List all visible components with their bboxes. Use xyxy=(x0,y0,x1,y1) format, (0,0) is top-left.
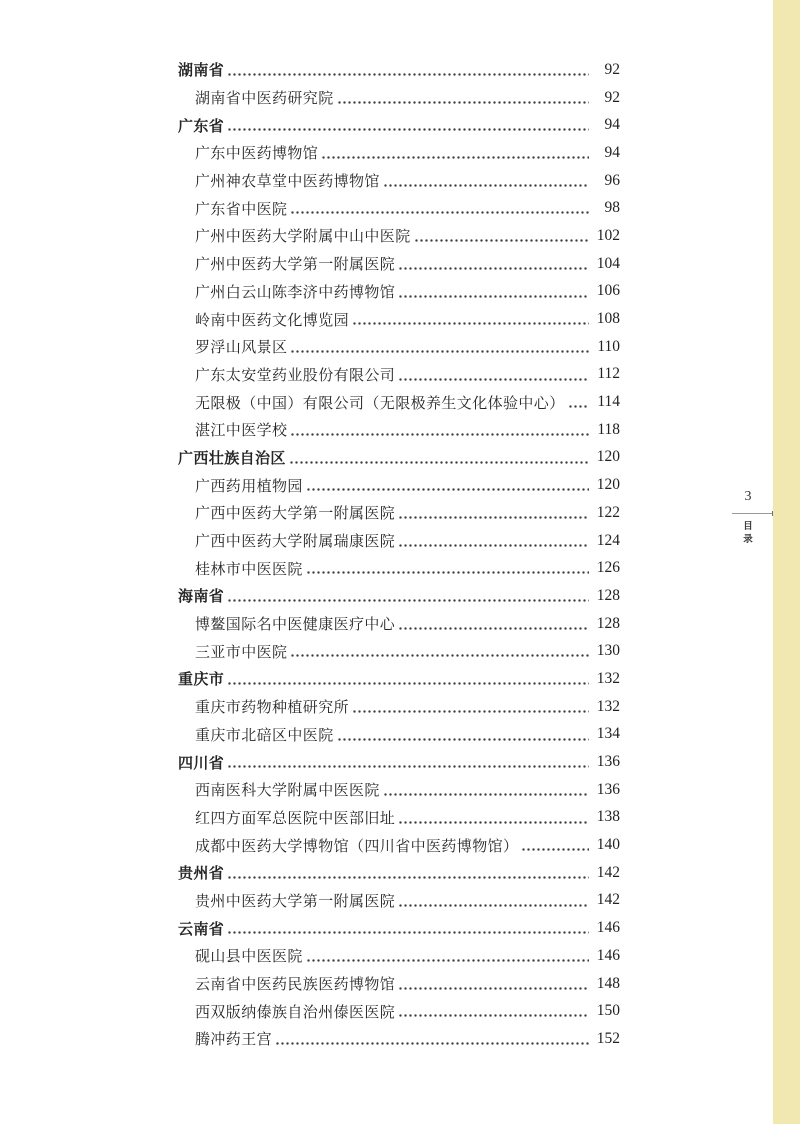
toc-entry-page-number: 108 xyxy=(596,310,620,328)
toc-entry-label: 成都中医药大学博物馆（四川省中医药博物馆） xyxy=(195,837,519,855)
toc-entry-row xyxy=(178,997,620,1025)
toc-entry-row xyxy=(178,139,620,167)
toc-entry-row xyxy=(178,942,620,970)
toc-entry-label: 湖南省中医药研究院 xyxy=(195,90,334,108)
toc-entry-label: 贵州中医药大学第一附属医院 xyxy=(195,892,396,910)
toc-entry-label: 云南省中医药民族医药博物馆 xyxy=(195,976,396,994)
toc-entry-page-number: 92 xyxy=(604,88,620,106)
toc-entry-page-number: 94 xyxy=(604,143,620,161)
dot-leader xyxy=(398,610,589,638)
toc-entry-row xyxy=(178,499,620,527)
toc-entry-row xyxy=(178,416,620,444)
toc-entry-page-number: 94 xyxy=(604,116,620,134)
toc-entry-label: 重庆市北碚区中医院 xyxy=(195,726,334,744)
toc-entry-page-number: 142 xyxy=(596,863,620,881)
dot-leader xyxy=(227,111,589,139)
toc-entry-row xyxy=(178,471,620,499)
toc-section-row xyxy=(178,914,620,942)
toc-entry-page-number: 110 xyxy=(597,337,620,355)
toc-entry-row xyxy=(178,1025,620,1053)
toc-entry-page-number: 138 xyxy=(596,808,620,826)
dot-leader xyxy=(306,554,589,582)
toc-entry-page-number: 132 xyxy=(596,669,620,687)
toc-entry-page-number: 150 xyxy=(596,1002,620,1020)
toc-entry-page-number: 98 xyxy=(604,199,620,217)
folio-title-char-2: 录 xyxy=(743,533,753,545)
toc-entry-page-number: 122 xyxy=(596,503,620,521)
toc-entry-row xyxy=(178,388,620,416)
toc-entry-page-number: 124 xyxy=(596,531,620,549)
toc-entry-row xyxy=(178,831,620,859)
dot-leader xyxy=(352,305,589,333)
toc-entry-label: 重庆市 xyxy=(178,671,225,689)
toc-entry-page-number: 148 xyxy=(596,974,620,992)
toc-entry-label: 桂林市中医医院 xyxy=(195,560,303,578)
toc-entry-page-number: 106 xyxy=(596,282,620,300)
toc-entry-row xyxy=(178,278,620,306)
toc-entry-page-number: 120 xyxy=(596,476,620,494)
toc-entry-page-number: 152 xyxy=(596,1029,620,1047)
toc-entry-label: 四川省 xyxy=(178,754,225,772)
toc-entry-label: 红四方面军总医院中医部旧址 xyxy=(195,809,396,827)
folio-divider-line xyxy=(732,513,774,514)
folio-page-number: 3 xyxy=(744,489,752,504)
toc-entry-label: 广州中医药大学第一附属医院 xyxy=(195,256,396,274)
dot-leader xyxy=(398,997,589,1025)
toc-entry-label: 广东中医药博物馆 xyxy=(195,145,319,163)
toc-entry-page-number: 146 xyxy=(596,946,620,964)
toc-entry-page-number: 112 xyxy=(597,365,620,383)
toc-entry-row xyxy=(178,554,620,582)
dot-leader xyxy=(398,804,589,832)
toc-entry-label: 三亚市中医院 xyxy=(195,643,288,661)
toc-section-row xyxy=(178,56,620,84)
dot-leader xyxy=(398,250,589,278)
toc-entry-label: 砚山县中医医院 xyxy=(195,948,303,966)
toc-entry-row xyxy=(178,721,620,749)
toc-list xyxy=(178,56,620,1053)
toc-entry-page-number: 136 xyxy=(596,753,620,771)
toc-entry-row xyxy=(178,305,620,333)
dot-leader xyxy=(290,333,589,361)
toc-entry-label: 广州白云山陈李济中药博物馆 xyxy=(195,283,396,301)
toc-entry-label: 罗浮山风景区 xyxy=(195,339,288,357)
toc-entry-page-number: 114 xyxy=(597,393,620,411)
dot-leader xyxy=(383,776,589,804)
dot-leader xyxy=(398,887,589,915)
toc-entry-page-number: 136 xyxy=(596,780,620,798)
toc-entry-page-number: 120 xyxy=(596,448,620,466)
dot-leader xyxy=(227,56,589,84)
toc-section-row xyxy=(178,859,620,887)
toc-entry-label: 云南省 xyxy=(178,920,225,938)
toc-entry-row xyxy=(178,610,620,638)
dot-leader xyxy=(321,139,589,167)
dot-leader xyxy=(289,444,589,472)
toc-entry-label: 广东省 xyxy=(178,117,225,135)
dot-leader xyxy=(227,665,589,693)
toc-entry-row xyxy=(178,804,620,832)
dot-leader xyxy=(306,942,589,970)
toc-entry-page-number: 140 xyxy=(596,836,620,854)
toc-entry-page-number: 134 xyxy=(596,725,620,743)
toc-entry-row xyxy=(178,361,620,389)
toc-section-row xyxy=(178,444,620,472)
toc-entry-label: 广东太安堂药业股份有限公司 xyxy=(195,366,396,384)
toc-entry-page-number: 104 xyxy=(596,254,620,272)
toc-entry-label: 湖南省 xyxy=(178,62,225,80)
toc-entry-label: 广东省中医院 xyxy=(195,200,288,218)
dot-leader xyxy=(398,527,589,555)
dot-leader xyxy=(352,693,589,721)
toc-entry-label: 广西药用植物园 xyxy=(195,477,303,495)
dot-leader xyxy=(227,859,589,887)
toc-entry-label: 广州神农草堂中医药博物馆 xyxy=(195,173,380,191)
toc-entry-label: 西南医科大学附属中医医院 xyxy=(195,782,380,800)
toc-entry-label: 海南省 xyxy=(178,588,225,606)
dot-leader xyxy=(337,84,589,112)
toc-entry-row xyxy=(178,84,620,112)
dot-leader xyxy=(414,222,589,250)
toc-entry-label: 无限极（中国）有限公司（无限极养生文化体验中心） xyxy=(195,394,565,412)
folio-section-title xyxy=(740,522,756,544)
decorative-right-stripe xyxy=(773,0,800,1124)
toc-entry-row xyxy=(178,637,620,665)
toc-entry-row xyxy=(178,333,620,361)
toc-entry-row xyxy=(178,250,620,278)
dot-leader xyxy=(275,1025,589,1053)
toc-entry-row xyxy=(178,167,620,195)
dot-leader xyxy=(290,637,589,665)
toc-entry-page-number: 146 xyxy=(596,919,620,937)
toc-entry-row xyxy=(178,776,620,804)
toc-entry-label: 博鳌国际名中医健康医疗中心 xyxy=(195,616,396,634)
dot-leader xyxy=(290,194,589,222)
dot-leader xyxy=(227,914,589,942)
dot-leader xyxy=(568,388,589,416)
toc-entry-label: 广州中医药大学附属中山中医院 xyxy=(195,228,411,246)
toc-entry-label: 广西中医药大学附属瑞康医院 xyxy=(195,533,396,551)
toc-entry-label: 广西壮族自治区 xyxy=(178,449,286,467)
toc-entry-row xyxy=(178,194,620,222)
dot-leader xyxy=(398,278,589,306)
toc-entry-label: 岭南中医药文化博览园 xyxy=(195,311,350,329)
toc-section-row xyxy=(178,748,620,776)
toc-entry-row xyxy=(178,222,620,250)
toc-entry-label: 西双版纳傣族自治州傣医医院 xyxy=(195,1003,396,1021)
dot-leader xyxy=(398,499,589,527)
toc-entry-page-number: 132 xyxy=(596,697,620,715)
toc-section-row xyxy=(178,582,620,610)
toc-entry-row xyxy=(178,527,620,555)
toc-entry-label: 重庆市药物种植研究所 xyxy=(195,699,350,717)
toc-entry-page-number: 128 xyxy=(596,614,620,632)
toc-entry-label: 贵州省 xyxy=(178,865,225,883)
dot-leader xyxy=(227,582,589,610)
toc-section-row xyxy=(178,665,620,693)
dot-leader xyxy=(306,471,589,499)
dot-leader xyxy=(383,167,589,195)
toc-entry-page-number: 130 xyxy=(596,642,620,660)
toc-entry-page-number: 96 xyxy=(604,171,620,189)
toc-entry-page-number: 142 xyxy=(596,891,620,909)
dot-leader xyxy=(521,831,589,859)
toc-entry-row xyxy=(178,693,620,721)
toc-entry-label: 腾冲药王宫 xyxy=(195,1031,273,1049)
dot-leader xyxy=(337,721,589,749)
toc-entry-row xyxy=(178,887,620,915)
toc-entry-page-number: 92 xyxy=(604,60,620,78)
dot-leader xyxy=(227,748,589,776)
toc-entry-label: 广西中医药大学第一附属医院 xyxy=(195,505,396,523)
toc-entry-page-number: 102 xyxy=(596,226,620,244)
dot-leader xyxy=(398,970,589,998)
dot-leader xyxy=(290,416,589,444)
dot-leader xyxy=(398,361,589,389)
folio-title-char-1: 目 xyxy=(743,521,753,532)
toc-entry-row xyxy=(178,970,620,998)
toc-entry-page-number: 128 xyxy=(596,586,620,604)
toc-entry-label: 湛江中医学校 xyxy=(195,422,288,440)
toc-entry-page-number: 118 xyxy=(597,420,620,438)
toc-entry-page-number: 126 xyxy=(596,559,620,577)
toc-section-row xyxy=(178,111,620,139)
